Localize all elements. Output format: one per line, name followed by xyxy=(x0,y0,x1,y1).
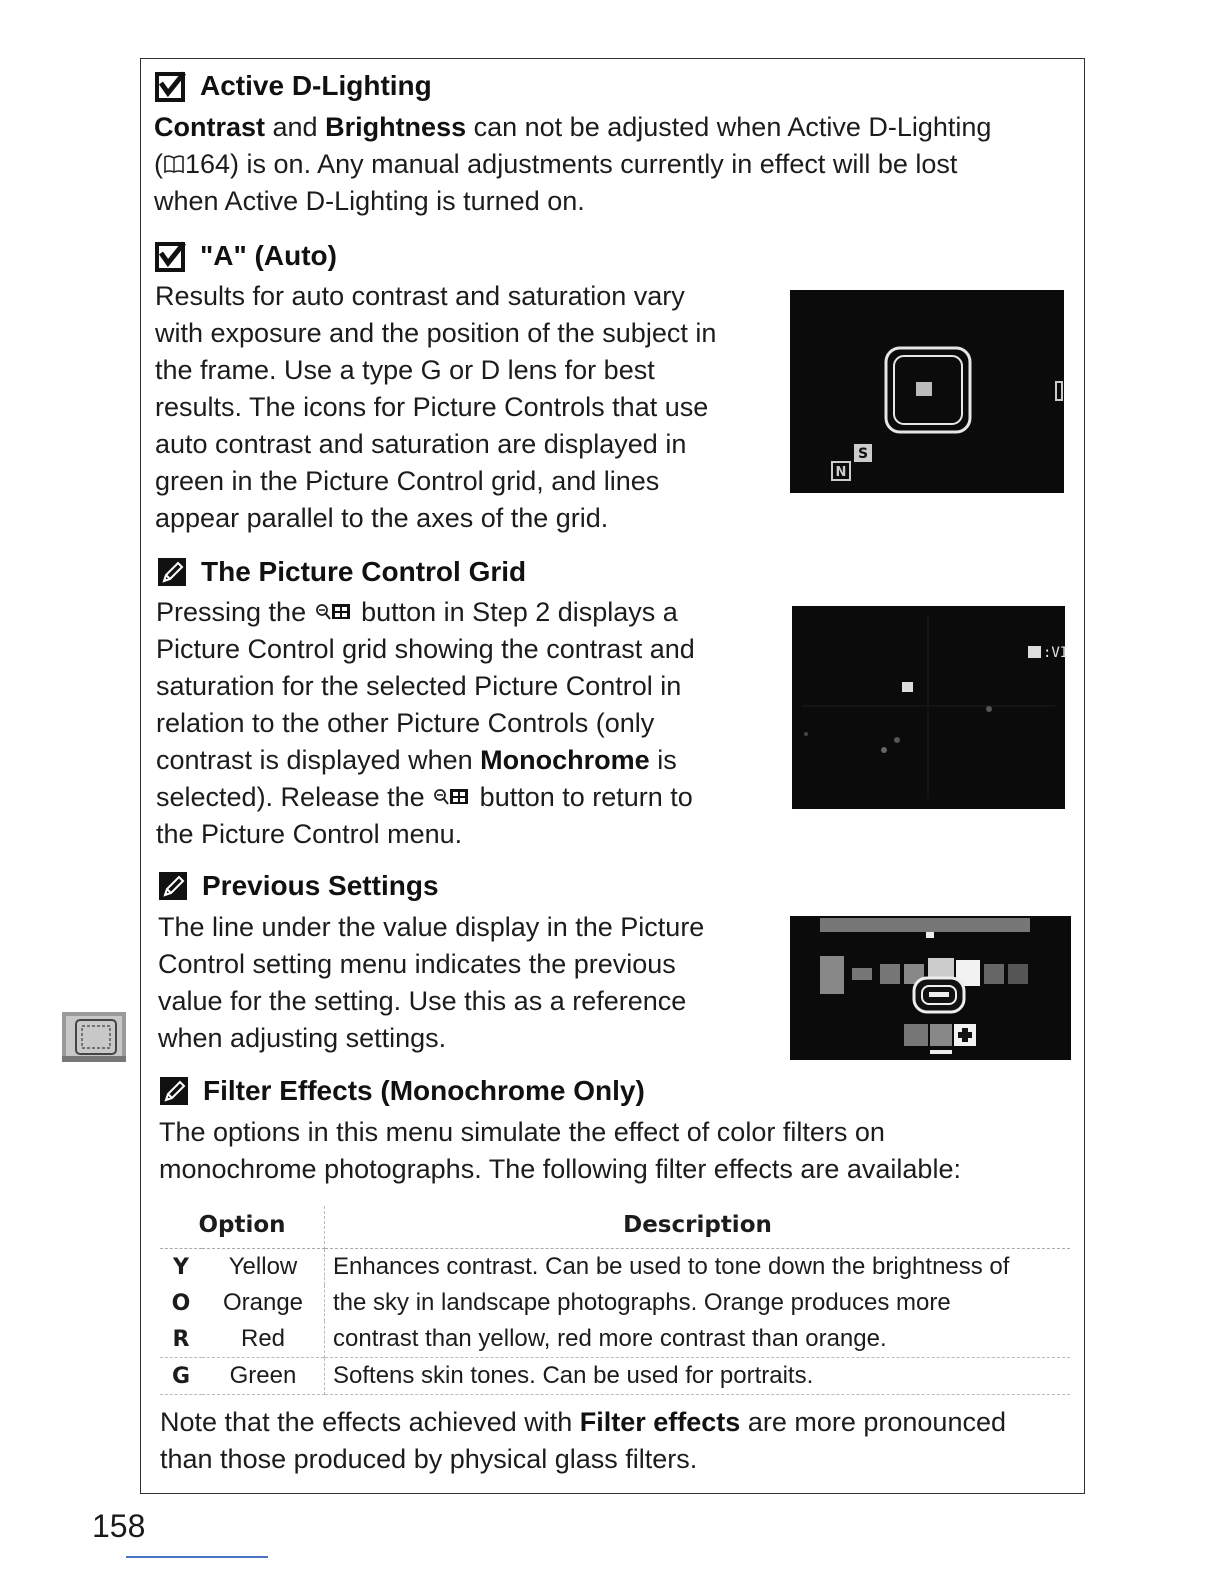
filter-name: Yellow xyxy=(202,1249,325,1286)
body-line: monochrome photographs. The following filter effects are available: xyxy=(159,1154,961,1184)
body-line: appear parallel to the axes of the grid. xyxy=(155,503,609,533)
body-text: are more pronounced xyxy=(740,1407,1006,1437)
filter-code: R xyxy=(172,1326,190,1352)
body-line: when adjusting settings. xyxy=(158,1023,447,1053)
body-line: with exposure and the position of the subject in xyxy=(155,318,717,348)
previous-title: Previous Settings xyxy=(202,870,439,901)
svg-text:N: N xyxy=(835,465,847,480)
filter-desc: Softens skin tones. Can be used for portraits. xyxy=(325,1358,1071,1395)
filter-code: Y xyxy=(173,1254,189,1280)
active-dlighting-heading xyxy=(156,70,432,102)
auto-body xyxy=(155,278,716,537)
filter-desc: the sky in landscape photographs. Orange produces more xyxy=(333,1289,951,1316)
brightness-term: Brightness xyxy=(325,112,467,142)
zoom-out-grid-button-icon xyxy=(432,786,472,808)
body-line: Control setting menu indicates the previous xyxy=(158,949,676,979)
description-header: Description xyxy=(325,1206,1071,1249)
body-text: can not be adjusted when Active D-Lighting xyxy=(466,112,992,142)
caution-check-icon xyxy=(156,241,186,271)
auto-heading xyxy=(156,240,337,272)
note-pencil-icon xyxy=(157,557,187,587)
filter-effects-table xyxy=(160,1206,1070,1395)
filter-name: Red xyxy=(202,1321,325,1358)
auto-title: "A" (Auto) xyxy=(200,240,337,271)
filter-code: O xyxy=(171,1290,191,1316)
active-dlighting-title: Active D-Lighting xyxy=(200,70,432,101)
body-text: when Active D-Lighting is turned on. xyxy=(154,186,585,216)
previous-body xyxy=(158,909,704,1057)
filter-note xyxy=(160,1404,1006,1478)
body-line: green in the Picture Control grid, and lines xyxy=(155,466,660,496)
body-line: value for the setting. Use this as a reference xyxy=(158,986,687,1016)
picture-control-grid-screenshot xyxy=(792,606,1069,809)
body-text: ( xyxy=(154,149,163,179)
body-line: results. The icons for Picture Controls that use xyxy=(155,392,709,422)
body-line: Picture Control grid showing the contrast and xyxy=(156,634,695,664)
body-text: is xyxy=(649,745,677,775)
caution-check-icon xyxy=(156,71,186,101)
book-reference-icon xyxy=(163,153,185,175)
filter-name: Green xyxy=(202,1358,325,1395)
filter-intro xyxy=(159,1114,961,1188)
body-line: than those produced by physical glass filters. xyxy=(160,1444,698,1474)
table-row xyxy=(160,1249,1070,1286)
active-dlighting-body xyxy=(154,109,991,220)
filter-code: G xyxy=(160,1358,202,1395)
body-text: and xyxy=(265,112,326,142)
body-text: contrast is displayed when xyxy=(156,745,481,775)
auto-grid-screenshot xyxy=(790,290,1064,493)
filter-effects-term: Filter effects xyxy=(579,1407,741,1437)
body-line: auto contrast and saturation are displayed in xyxy=(155,429,687,459)
svg-text:S: S xyxy=(857,446,869,462)
body-text: button in Step 2 displays a xyxy=(353,597,678,627)
body-line: The options in this menu simulate the effect of color filters on xyxy=(159,1117,885,1147)
filter-title: Filter Effects (Monochrome Only) xyxy=(203,1075,645,1106)
link-underline xyxy=(126,1556,268,1558)
page-number: 158 xyxy=(92,1508,146,1544)
picture-control-chapter-icon xyxy=(62,1012,126,1062)
previous-settings-screenshot xyxy=(790,916,1071,1060)
side-chapter-tab xyxy=(62,1012,126,1067)
contrast-term: Contrast xyxy=(154,112,266,142)
grid-screen-label: :VI xyxy=(1043,645,1069,661)
table-header-row xyxy=(160,1206,1070,1249)
note-pencil-icon xyxy=(158,871,188,901)
filter-desc: contrast than yellow, red more contrast than orange. xyxy=(333,1325,887,1352)
previous-heading xyxy=(158,870,439,902)
option-header: Option xyxy=(160,1206,325,1249)
body-text: Pressing the xyxy=(156,597,314,627)
body-text: selected). Release the xyxy=(156,782,433,812)
body-text: button to return to xyxy=(472,782,693,812)
note-pencil-icon xyxy=(159,1076,189,1106)
monochrome-term: Monochrome xyxy=(480,745,650,775)
filter-desc: Enhances contrast. Can be used to tone down the brightness of xyxy=(333,1253,1010,1280)
table-row xyxy=(160,1321,1070,1358)
body-line: saturation for the selected Picture Control in xyxy=(156,671,682,701)
grid-title: The Picture Control Grid xyxy=(201,556,527,587)
body-line: the frame. Use a type G or D lens for best xyxy=(155,355,655,385)
table-row xyxy=(160,1358,1070,1395)
body-text: Note that the effects achieved with xyxy=(160,1407,580,1437)
body-line: The line under the value display in the Picture xyxy=(158,912,705,942)
table-row xyxy=(160,1285,1070,1321)
grid-heading xyxy=(157,556,526,588)
body-line: the Picture Control menu. xyxy=(156,819,463,849)
filter-heading xyxy=(159,1075,645,1107)
body-line: relation to the other Picture Controls (only xyxy=(156,708,655,738)
filter-name: Orange xyxy=(202,1285,325,1321)
zoom-out-grid-button-icon xyxy=(314,601,354,623)
body-line: Results for auto contrast and saturation vary xyxy=(155,281,685,311)
body-text: 164) is on. Any manual adjustments currently in effect will be lost xyxy=(185,149,958,179)
grid-body xyxy=(156,594,695,853)
